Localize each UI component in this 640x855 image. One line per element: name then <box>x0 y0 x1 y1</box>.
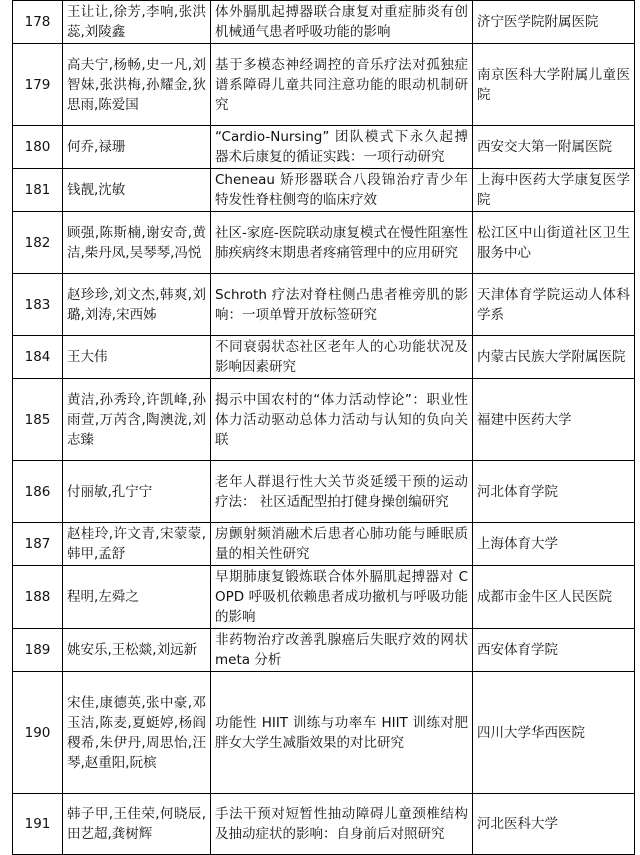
title-cell: 功能性 HIIT 训练与功率车 HIIT 训练对肥胖女大学生减脂效果的对比研究 <box>211 672 473 794</box>
authors-cell: 程明,左舜之 <box>63 566 211 629</box>
title-cell: 不同衰弱状态社区老年人的心功能状况及影响因素研究 <box>211 336 473 379</box>
table-row <box>13 566 635 629</box>
institution-cell: 河北体育学院 <box>473 461 635 523</box>
table-row <box>13 44 635 126</box>
title-cell: Schroth 疗法对脊柱侧凸患者椎旁肌的影响：一项单臂开放标签研究 <box>211 274 473 336</box>
row-number: 182 <box>13 212 63 274</box>
papers-table <box>12 0 635 855</box>
table-row <box>13 212 635 274</box>
table-row <box>13 126 635 169</box>
authors-cell: 钱靓,沈敏 <box>63 169 211 212</box>
authors-cell: 宋佳,康德英,张中豪,邓玉洁,陈麦,夏蜓婷,杨阎稷希,朱伊丹,周思怡,汪琴,赵重阳,阮槟 <box>63 672 211 794</box>
row-number: 178 <box>13 1 63 44</box>
institution-cell: 四川大学华西医院 <box>473 672 635 794</box>
authors-cell: 赵桂玲,许文青,宋蒙蒙,韩甲,孟舒 <box>63 523 211 566</box>
row-number: 187 <box>13 523 63 566</box>
institution-cell: 福建中医药大学 <box>473 379 635 461</box>
authors-cell: 付丽敏,孔宁宁 <box>63 461 211 523</box>
title-cell: 基于多模态神经调控的音乐疗法对孤独症谱系障碍儿童共同注意功能的眼动机制研究 <box>211 44 473 126</box>
authors-cell: 顾强,陈斯楠,谢安奇,黄洁,柴丹凤,吴琴琴,冯悦 <box>63 212 211 274</box>
institution-cell: 上海体育大学 <box>473 523 635 566</box>
title-cell: 社区-家庭-医院联动康复模式在慢性阻塞性肺疾病终末期患者疼痛管理中的应用研究 <box>211 212 473 274</box>
institution-cell: 西安交大第一附属医院 <box>473 126 635 169</box>
row-number: 188 <box>13 566 63 629</box>
title-cell: “Cardio-Nursing” 团队模式下永久起搏器术后康复的循证实践：一项行动研究 <box>211 126 473 169</box>
authors-cell: 姚安乐,王松燚,刘远新 <box>63 629 211 672</box>
authors-cell: 赵珍珍,刘文杰,韩爽,刘璐,刘涛,宋西姊 <box>63 274 211 336</box>
title-cell: 房颤射频消融术后患者心肺功能与睡眠质量的相关性研究 <box>211 523 473 566</box>
authors-cell: 韩子甲,王佳荣,何晓辰,田艺超,龚树辉 <box>63 794 211 855</box>
authors-cell: 王大伟 <box>63 336 211 379</box>
table-row <box>13 169 635 212</box>
institution-cell: 济宁医学院附属医院 <box>473 1 635 44</box>
row-number: 179 <box>13 44 63 126</box>
row-number: 186 <box>13 461 63 523</box>
table-row <box>13 672 635 794</box>
authors-cell: 何乔,禄珊 <box>63 126 211 169</box>
row-number: 180 <box>13 126 63 169</box>
authors-cell: 王让让,徐芳,李响,张洪蕊,刘陵鑫 <box>63 1 211 44</box>
row-number: 183 <box>13 274 63 336</box>
papers-table-body <box>13 1 635 855</box>
title-cell: 手法干预对短暂性抽动障碍儿童颈椎结构及抽动症状的影响：自身前后对照研究 <box>211 794 473 855</box>
row-number: 181 <box>13 169 63 212</box>
title-cell: Cheneau 矫形器联合八段锦治疗青少年特发性脊柱侧弯的临床疗效 <box>211 169 473 212</box>
table-row <box>13 794 635 855</box>
table-row <box>13 629 635 672</box>
institution-cell: 南京医科大学附属儿童医院 <box>473 44 635 126</box>
row-number: 190 <box>13 672 63 794</box>
institution-cell: 上海中医药大学康复医学院 <box>473 169 635 212</box>
institution-cell: 河北医科大学 <box>473 794 635 855</box>
row-number: 191 <box>13 794 63 855</box>
title-cell: 非药物治疗改善乳腺癌后失眠疗效的网状 meta 分析 <box>211 629 473 672</box>
authors-cell: 高夫宁,杨畅,史一凡,刘智妹,张洪梅,孙耀金,狄思雨,陈爱国 <box>63 44 211 126</box>
row-number: 189 <box>13 629 63 672</box>
table-row <box>13 461 635 523</box>
table-row <box>13 1 635 44</box>
title-cell: 老年人群退行性大关节炎延缓干预的运动疗法： 社区适配型拍打健身操创编研究 <box>211 461 473 523</box>
authors-cell: 黄洁,孙秀玲,许凯峰,孙雨萱,万芮含,陶澳泷,刘志臻 <box>63 379 211 461</box>
institution-cell: 内蒙古民族大学附属医院 <box>473 336 635 379</box>
title-cell: 揭示中国农村的“体力活动悖论”：职业性体力活动驱动总体力活动与认知的负向关联 <box>211 379 473 461</box>
institution-cell: 成都市金牛区人民医院 <box>473 566 635 629</box>
table-row <box>13 379 635 461</box>
institution-cell: 松江区中山街道社区卫生服务中心 <box>473 212 635 274</box>
row-number: 184 <box>13 336 63 379</box>
title-cell: 体外膈肌起搏器联合康复对重症肺炎有创机械通气患者呼吸功能的影响 <box>211 1 473 44</box>
institution-cell: 天津体育学院运动人体科学系 <box>473 274 635 336</box>
row-number: 185 <box>13 379 63 461</box>
title-cell: 早期肺康复锻炼联合体外膈肌起搏器对 COPD 呼吸机依赖患者成功撤机与呼吸功能的影响 <box>211 566 473 629</box>
table-row <box>13 336 635 379</box>
table-row <box>13 274 635 336</box>
table-row <box>13 523 635 566</box>
institution-cell: 西安体育学院 <box>473 629 635 672</box>
